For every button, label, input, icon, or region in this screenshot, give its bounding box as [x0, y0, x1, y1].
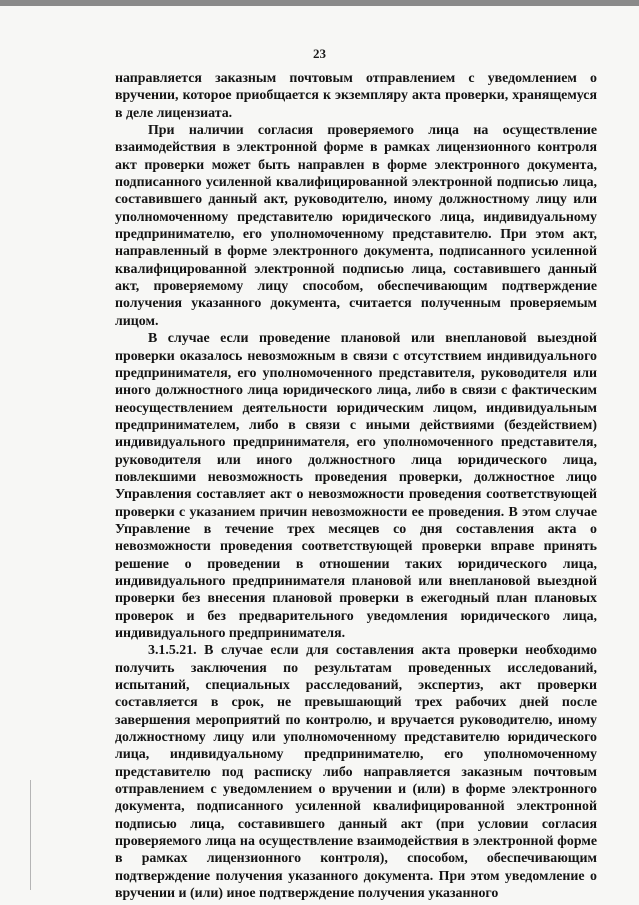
paragraph-2: При наличии согласия проверяемого лица на осуществление взаимодействия в электронной форме в рамках лицензионного контроля акт проверки может быть направлен в форме электронного документа, подписанного усиленной квалифицированной электронной подписью лица, составившего данный акт, руководителю, иному должностному лицу или уполномоченному представителю юридического лица, индивидуальному предпринимателю, его уполномоченному представителю. При этом акт, направленный в форме электронного документа, подписанного усиленной квалифицированной электронной подписью лица, составившего данный акт, проверяемому лицу способом, обеспечивающим подтверждение получения указанного документа, считается полученным проверяемым лицом.	[115, 123, 597, 329]
paragraph-1: направляется заказным почтовым отправлением с уведомлением о вручении, которое приобщается к экземпляру акта проверки, хранящемуся в деле лицензиата.	[115, 71, 597, 121]
page-number: 23	[313, 46, 326, 61]
paragraph-3: В случае если проведение плановой или внеплановой выездной проверки оказалось невозможным в связи с отсутствием индивидуального предпринимателя, его уполномоченного представителя, руководителя или иного должностного лица юридического лица, либо в связи с фактическим неосуществлением деятельности юридическим лицом, индивидуальным предпринимателем, либо в связи с иными действиями (бездействием) индивидуального предпринимателя, его уполномоченного представителя, руководителя или иного должностного лица юридического лица, повлекшими невозможность проведения проверки, должностное лицо Управления составляет акт о невозможности проведения соответствующей проверки с указанием причин невозможности ее проведения. В этом случае Управление в течение трех месяцев со дня составления акта о невозможности проведения соответствующей проверки вправе принять решение о проведении в отношении таких юридического лица, индивидуального предпринимателя плановой или внеплановой выездной проверки без внесения плановой проверки в ежегодный план плановых проверок и без предварительного уведомления юридического лица, индивидуального предпринимателя.	[115, 331, 597, 641]
document-body	[115, 70, 597, 903]
scan-top-edge	[0, 0, 639, 6]
paragraph-4: 3.1.5.21. В случае если для составления акта проверки необходимо получить заключения по результатам проведенных исследований, испытаний, специальных расследований, экспертиз, акт проверки составляется в срок, не превышающий трех рабочих дней после завершения мероприятий по контролю, и вручается руководителю, иному должностному лицу или уполномоченному представителю юридического лица, индивидуальному предпринимателю, его уполномоченному представителю под расписку либо направляется заказным почтовым отправлением с уведомлением о вручении и (или) в форме электронного документа, подписанного усиленной квалифицированной электронной подписью лица, составившего данный акт (при условии согласия проверяемого лица на осуществление взаимодействия в электронной форме в рамках лицензионного контроля), способом, обеспечивающим подтверждение получения указанного документа. При этом уведомление о вручении и (или) иное подтверждение получения указанного	[115, 643, 597, 902]
scan-margin-line	[30, 780, 31, 890]
